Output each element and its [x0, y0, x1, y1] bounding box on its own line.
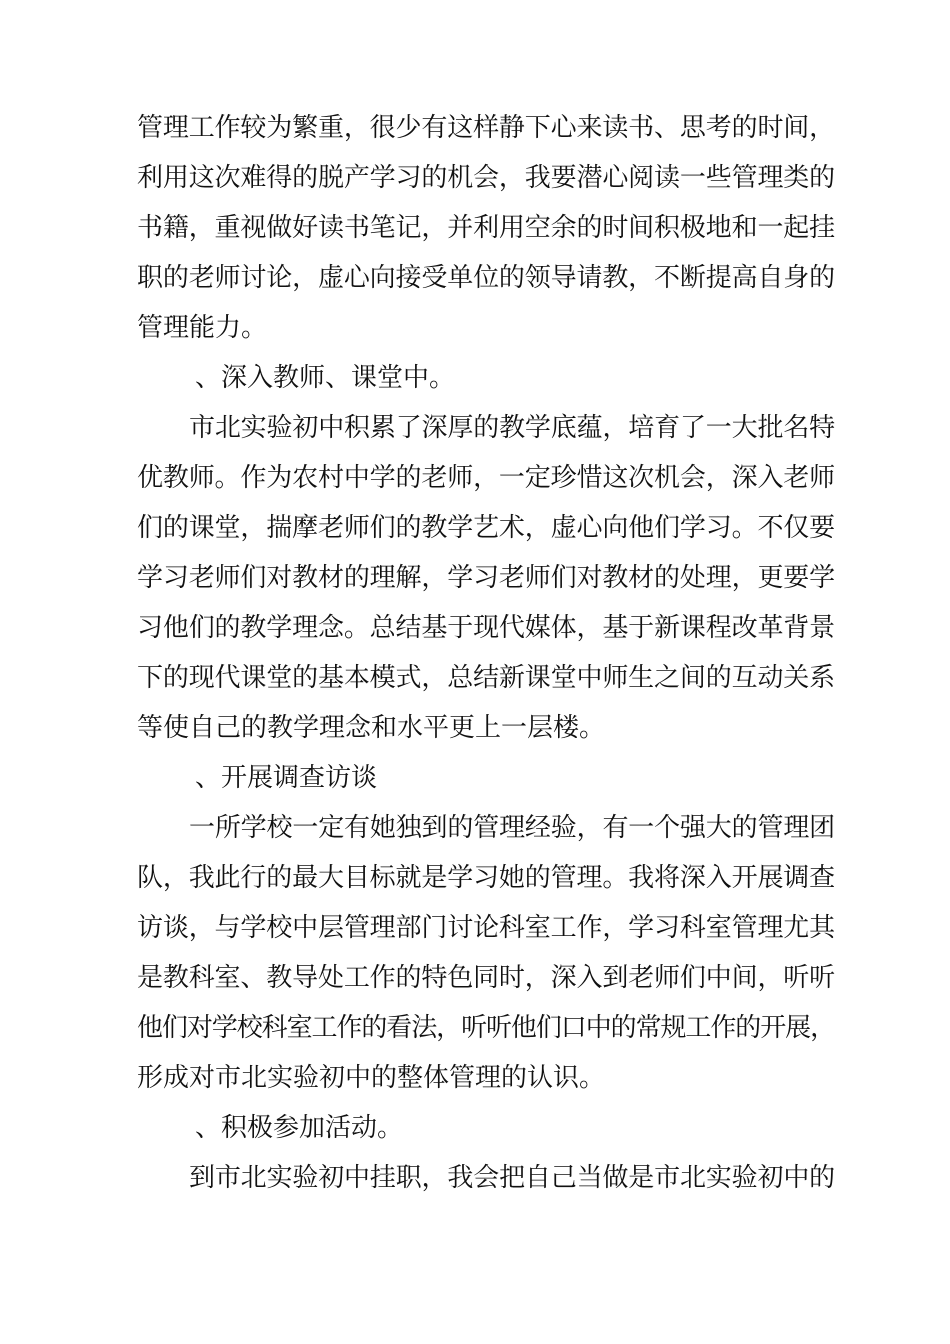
text-line: 队，我此行的最大目标就是学习她的管理。我将深入开展调查	[137, 863, 836, 893]
text-line: 职的老师讨论，虚心向接受单位的领导请教，不断提高自身的	[137, 263, 836, 293]
section-heading: 、开展调查访谈	[195, 763, 378, 793]
text-line: 一所学校一定有她独到的管理经验，有一个强大的管理团	[189, 813, 836, 843]
text-line: 管理能力。	[137, 313, 268, 343]
text-line: 学习老师们对教材的理解，学习老师们对教材的处理，更要学	[137, 563, 836, 593]
text-line: 习他们的教学理念。总结基于现代媒体，基于新课程改革背景	[137, 613, 836, 643]
text-line: 他们对学校科室工作的看法，听听他们口中的常规工作的开展，	[137, 1013, 836, 1043]
text-line: 管理工作较为繁重，很少有这样静下心来读书、思考的时间，	[137, 113, 836, 143]
text-line: 书籍，重视做好读书笔记，并利用空余的时间积极地和一起挂	[137, 213, 836, 243]
section-heading: 、积极参加活动。	[195, 1113, 404, 1143]
text-line: 们的课堂，揣摩老师们的教学艺术，虚心向他们学习。不仅要	[137, 513, 836, 543]
text-line: 市北实验初中积累了深厚的教学底蕴，培育了一大批名特	[189, 413, 836, 443]
section-heading: 、深入教师、课堂中。	[195, 363, 456, 393]
text-line: 利用这次难得的脱产学习的机会，我要潜心阅读一些管理类的	[137, 163, 836, 193]
text-line: 到市北实验初中挂职，我会把自己当做是市北实验初中的	[189, 1163, 836, 1193]
text-line: 是教科室、教导处工作的特色同时，深入到老师们中间，听听	[137, 963, 836, 993]
text-line: 访谈，与学校中层管理部门讨论科室工作，学习科室管理尤其	[137, 913, 836, 943]
text-line: 等使自己的教学理念和水平更上一层楼。	[137, 713, 606, 743]
text-line: 形成对市北实验初中的整体管理的认识。	[137, 1063, 606, 1093]
text-line: 优教师。作为农村中学的老师，一定珍惜这次机会，深入老师	[137, 463, 836, 493]
text-line: 下的现代课堂的基本模式，总结新课堂中师生之间的互动关系	[137, 663, 836, 693]
